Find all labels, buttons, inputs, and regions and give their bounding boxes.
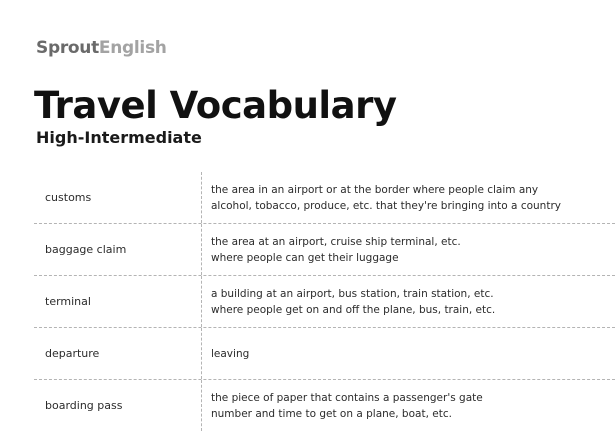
definition-line: the piece of paper that contains a passenger's gate — [211, 391, 483, 404]
vocab-term: departure — [45, 347, 100, 360]
vocab-definition — [211, 380, 611, 431]
brand-logo — [36, 38, 167, 58]
column-divider — [201, 328, 202, 379]
vocab-definition — [211, 328, 611, 379]
vocab-row — [34, 379, 615, 431]
definition-line: a building at an airport, bus station, train station, etc. — [211, 287, 494, 300]
definition-line: number and time to get on a plane, boat, etc. — [211, 407, 452, 420]
definition-line: the area in an airport or at the border where people claim any — [211, 183, 539, 196]
definition-line: the area at an airport, cruise ship terminal, etc. — [211, 235, 461, 248]
definition-line: where people can get their luggage — [211, 251, 399, 264]
page-title: Travel Vocabulary — [34, 84, 397, 127]
vocab-row — [34, 275, 615, 327]
vocab-definition — [211, 276, 611, 327]
vocab-row — [34, 223, 615, 275]
vocab-term: boarding pass — [45, 399, 123, 412]
vocab-definition — [211, 172, 611, 223]
vocab-row — [34, 327, 615, 379]
vocabulary-table — [34, 172, 615, 431]
definition-line: where people get on and off the plane, bus, train, etc. — [211, 303, 496, 316]
vocab-row — [34, 172, 615, 223]
definition-line: leaving — [211, 347, 250, 360]
column-divider — [201, 380, 202, 431]
vocab-definition — [211, 224, 611, 275]
column-divider — [201, 172, 202, 223]
vocab-term: terminal — [45, 295, 91, 308]
vocab-term: baggage claim — [45, 243, 127, 256]
brand-name-part1: Sprout — [36, 38, 99, 58]
vocab-term: customs — [45, 191, 92, 204]
definition-line: alcohol, tobacco, produce, etc. that they're bringing into a country — [211, 199, 561, 212]
column-divider — [201, 224, 202, 275]
level-subtitle: High-Intermediate — [36, 128, 202, 147]
column-divider — [201, 276, 202, 327]
brand-name-part2: English — [98, 38, 167, 58]
